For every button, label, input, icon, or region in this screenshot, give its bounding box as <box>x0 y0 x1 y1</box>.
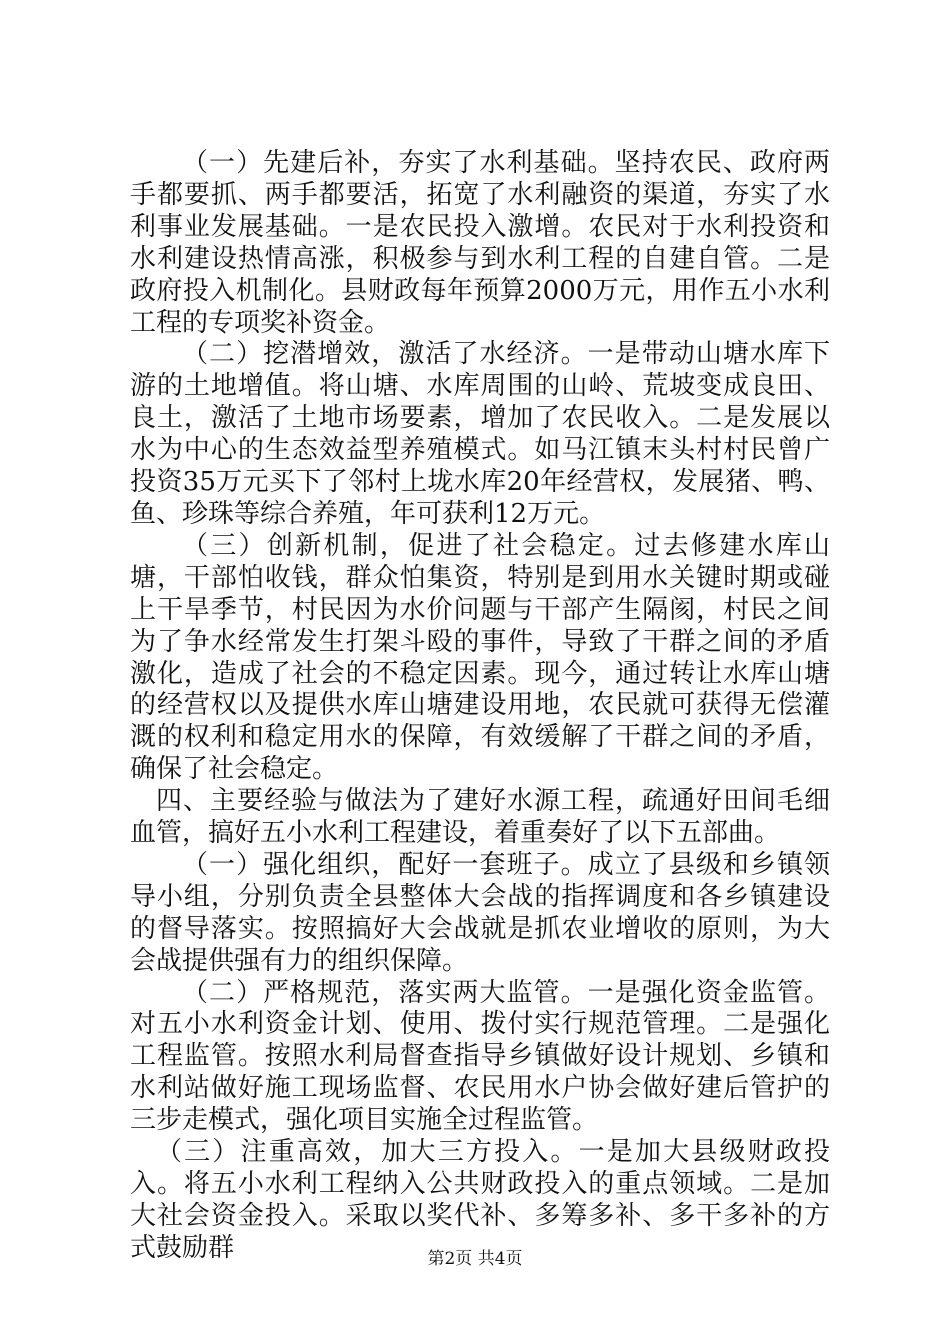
paragraph-2: （二）挖潜增效，激活了水经济。一是带动山塘水库下游的土地增值。将山塘、水库周围的山岭、荒坡变成良田、良土，激活了土地市场要素，增加了农民收入。二是发展以水为中心的生态效益型养殖模式。如马江镇末头村村民曾广投资35万元买下了邻村上垅水库20年经营权，发展猪、鸭、鱼、珍珠等综合养殖，年可获利12万元。 <box>130 339 830 529</box>
paragraph-6: （二）严格规范，落实两大监管。一是强化资金监管。对五小水利资金计划、使用、拨付实行规范管理。二是强化工程监管。按照水利局督查指导乡镇做好设计规划、乡镇和水利站做好施工现场监督、农民用水户协会做好建后管护的三步走模式，强化项目实施全过程监管。 <box>130 977 830 1136</box>
paragraph-7: （三）注重高效，加大三方投入。一是加大县级财政投入。将五小水利工程纳入公共财政投入的重点领域。二是加大社会资金投入。采取以奖代补、多筹多补、多干多补的方式鼓励群 <box>130 1137 830 1263</box>
paragraph-4: 四、主要经验与做法为了建好水源工程，疏通好田间毛细血管，搞好五小水利工程建设，着重奏好了以下五部曲。 <box>130 786 830 849</box>
document-body <box>130 148 830 1265</box>
paragraph-5: （一）强化组织，配好一套班子。成立了县级和乡镇领导小组，分别负责全县整体大会战的指挥调度和各乡镇建设的督导落实。按照搞好大会战就是抓农业增收的原则，为大会战提供强有力的组织保障。 <box>130 849 830 976</box>
paragraph-1: （一）先建后补，夯实了水利基础。坚持农民、政府两手都要抓、两手都要活，拓宽了水利融资的渠道，夯实了水利事业发展基础。一是农民投入激增。农民对于水利投资和水利建设热情高涨，积极参与到水利工程的自建自管。二是政府投入机制化。县财政每年预算2000万元，用作五小水利工程的专项奖补资金。 <box>130 148 830 338</box>
paragraph-3: （三）创新机制，促进了社会稳定。过去修建水库山塘，干部怕收钱，群众怕集资，特别是到用水关键时期或碰上干旱季节，村民因为水价问题与干部产生隔阂，村民之间为了争水经常发生打架斗殴的事件，导致了干群之间的矛盾激化，造成了社会的不稳定因素。现今，通过转让水库山塘的经营权以及提供水库山塘建设用地，农民就可获得无偿灌溉的权利和稳定用水的保障，有效缓解了干群之间的矛盾，确保了社会稳定。 <box>130 530 830 785</box>
page-footer: 第2页 共4页 <box>427 1249 523 1269</box>
